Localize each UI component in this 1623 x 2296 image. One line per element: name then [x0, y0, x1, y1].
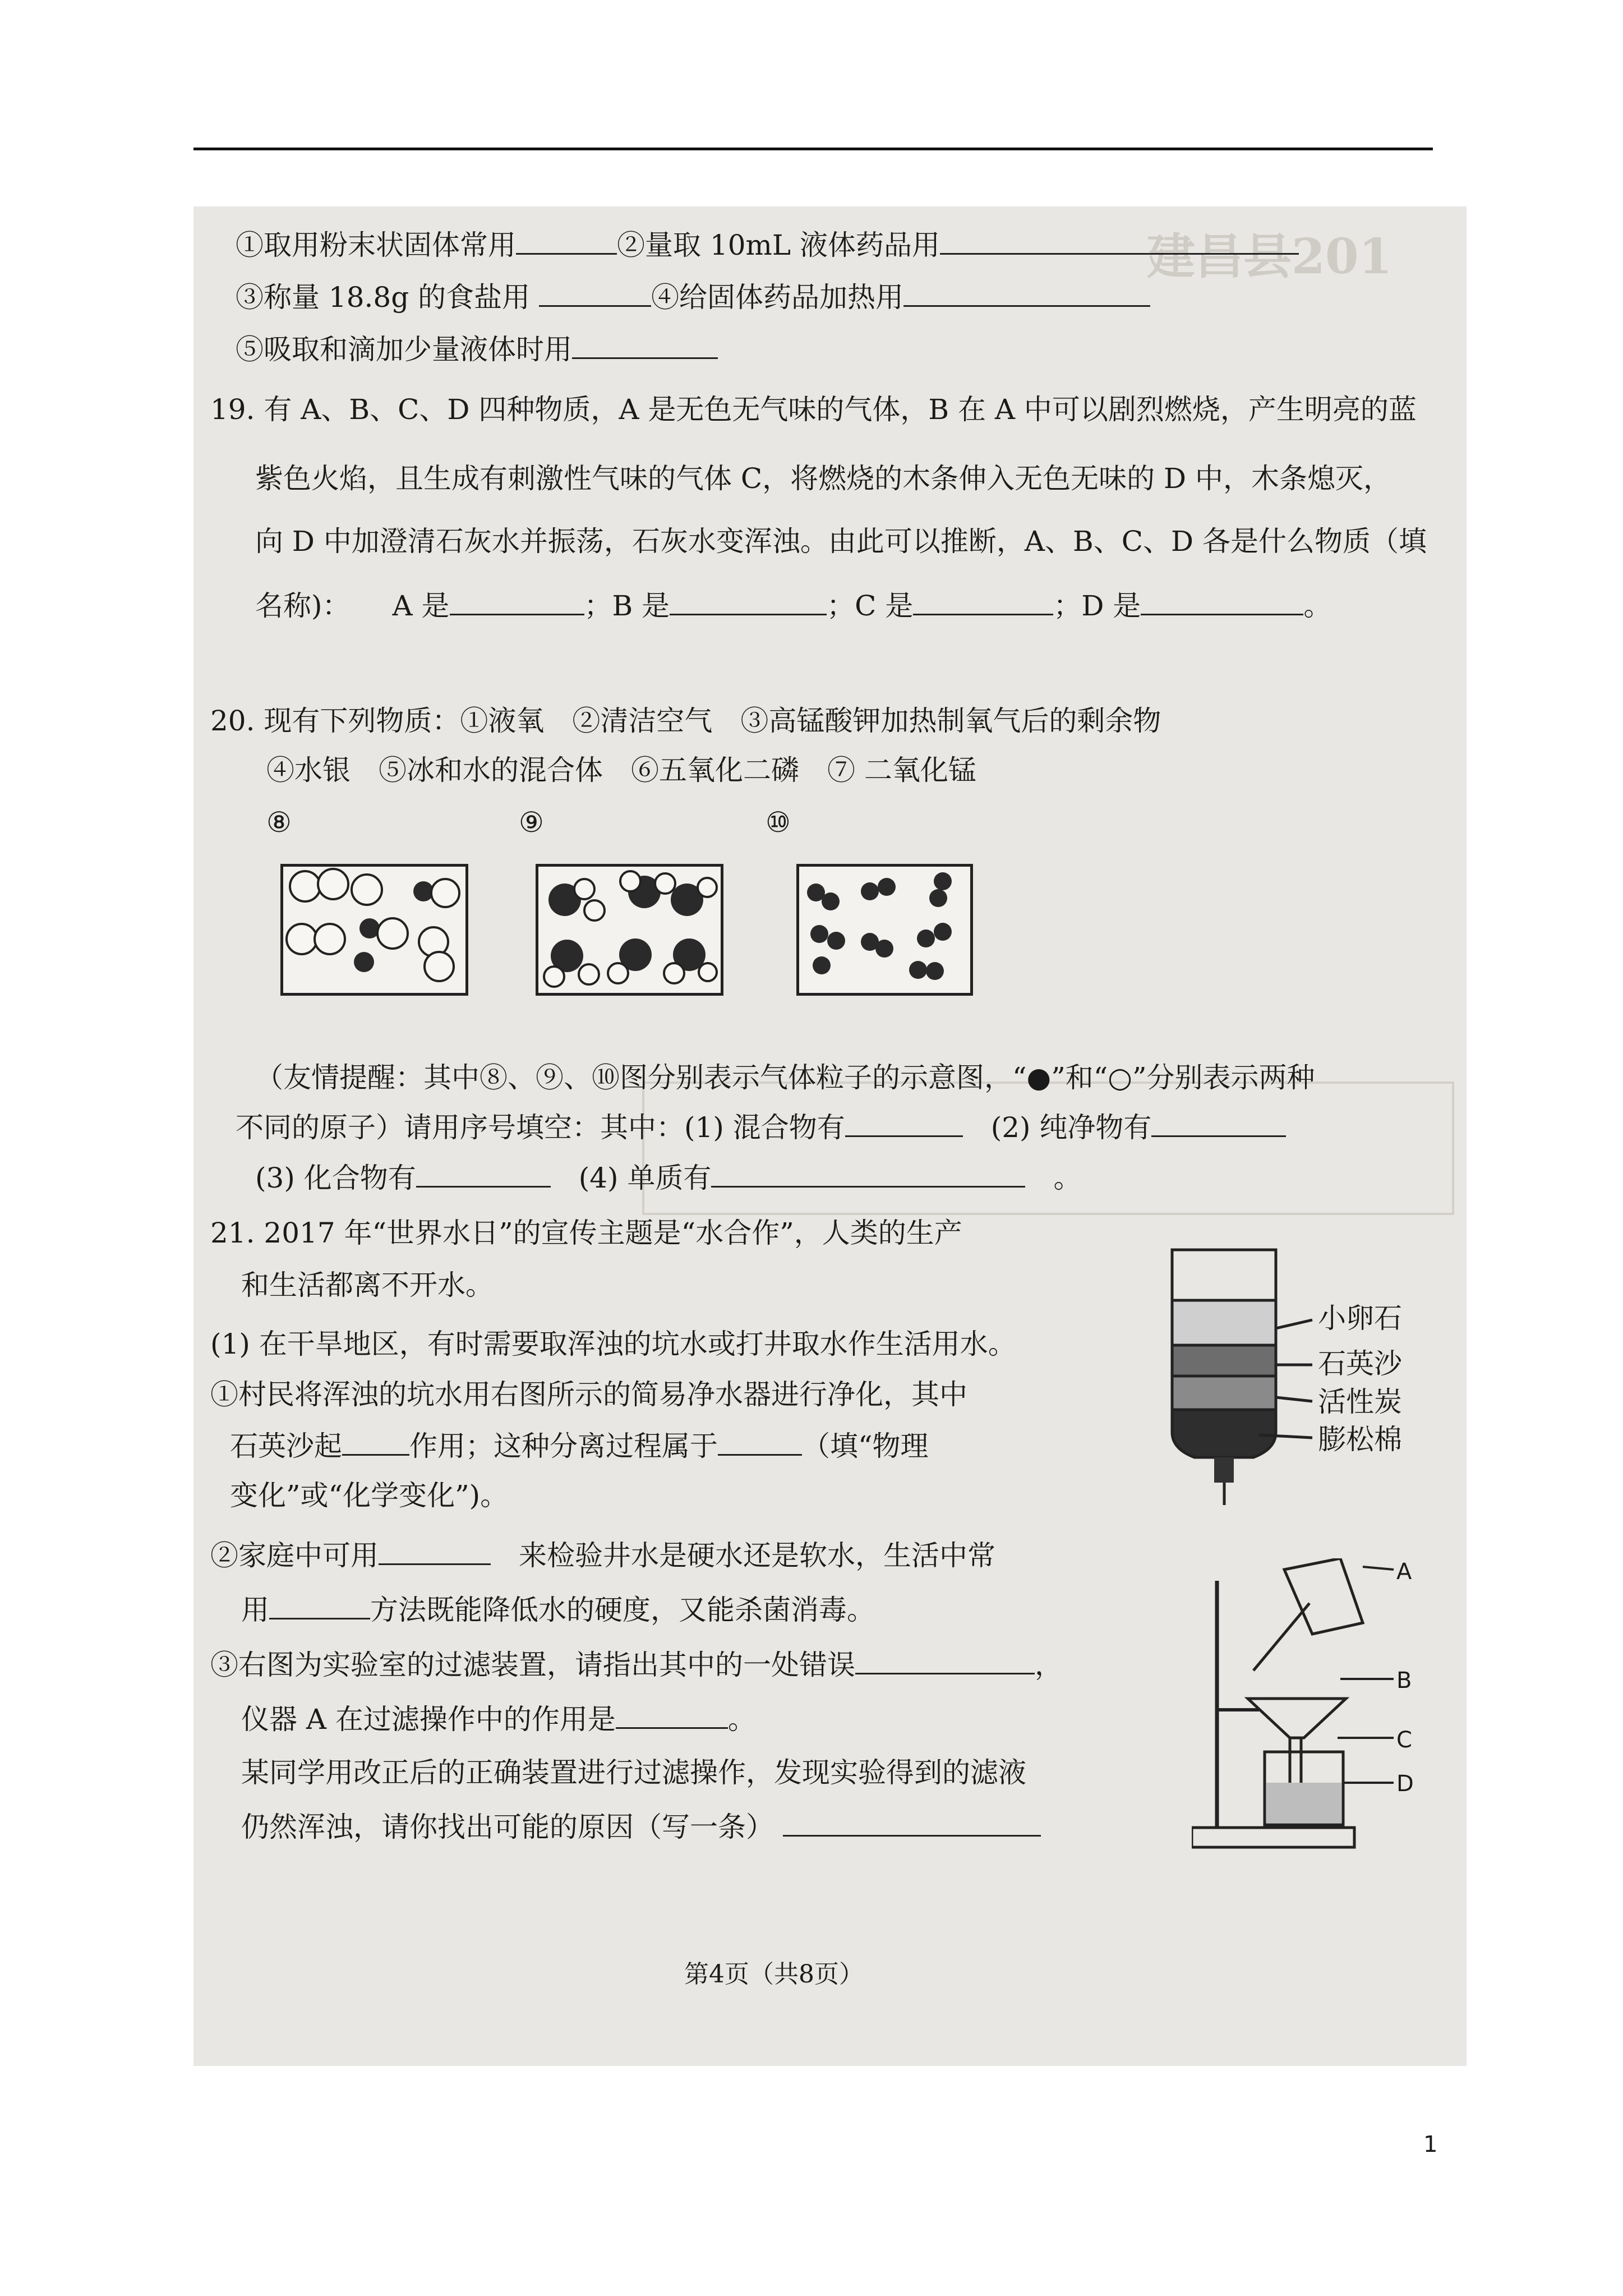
white-atom — [313, 923, 346, 955]
quartz-sand-label: 石英沙 — [1318, 1347, 1402, 1380]
q21-line8: 用 方法既能降低水的硬度，又能杀菌消毒。 — [241, 1592, 875, 1627]
particle-diagram-9 — [536, 864, 723, 996]
white-atom — [317, 868, 349, 900]
q18-line3: ⑤吸取和滴加少量液体时用 — [236, 332, 718, 366]
q20-hint-line3: (3) 化合物有 (4) 单质有 。 — [255, 1160, 1081, 1195]
cotton-layer — [1172, 1410, 1276, 1457]
page-footer: 第4页（共8页） — [684, 1960, 864, 1989]
answer-blank[interactable] — [670, 588, 827, 615]
q21-line11: 某同学用改正后的正确装置进行过滤操作，发现实验得到的滤液 — [241, 1756, 1026, 1789]
pebble-layer — [1172, 1300, 1276, 1345]
q19-line4: 名称)： A 是 ；B 是 ；C 是 ；D 是 。 — [255, 588, 1331, 623]
white-atom — [351, 873, 383, 906]
q21-line12: 仍然浑浊，请你找出可能的原因（写一条） — [241, 1809, 1041, 1844]
black-atom — [810, 925, 828, 943]
q21-line2: 和生活都离不开水。 — [241, 1269, 494, 1301]
black-atom — [917, 930, 935, 947]
q21-line5: 石英沙起 作用；这种分离过程属于 （填“物理 — [230, 1428, 929, 1463]
black-atom — [875, 940, 893, 958]
answer-blank[interactable] — [342, 1428, 409, 1456]
black-atom — [934, 923, 952, 941]
label-b: B — [1396, 1668, 1412, 1694]
activated-carbon-layer — [1172, 1376, 1276, 1410]
q21-line3: (1) 在干旱地区，有时需要取浑浊的坑水或打井取水作生活用水。 — [210, 1328, 1016, 1360]
header-rule — [193, 148, 1433, 150]
bleed-through-header: 建昌县201 — [1147, 228, 1393, 285]
answer-blank[interactable] — [516, 227, 617, 255]
answer-blank[interactable] — [539, 279, 651, 307]
white-atom — [663, 962, 685, 984]
q20-hint-line1: （友情提醒：其中⑧、⑨、⑩图分别表示气体粒子的示意图，“●”和“○”分别表示两种 — [255, 1061, 1315, 1094]
particle-diagram-8 — [280, 864, 468, 996]
answer-blank[interactable] — [379, 1538, 491, 1565]
q21-line4: ①村民将浑浊的坑水用右图所示的简易净水器进行净化，其中 — [210, 1378, 967, 1411]
answer-blank[interactable] — [1151, 1110, 1286, 1137]
answer-blank[interactable] — [845, 1110, 963, 1137]
black-atom — [929, 889, 947, 907]
white-atom — [543, 965, 565, 988]
filtration-apparatus-diagram — [1192, 1558, 1427, 1861]
q21-line6: 变化”或“化学变化”)。 — [230, 1479, 509, 1512]
q21-line10: 仪器 A 在过滤操作中的作用是 。 — [241, 1701, 756, 1736]
q21-line1: 21. 2017 年“世界水日”的宣传主题是“水合作”，人类的生产 — [210, 1217, 962, 1249]
fig9-label: ⑨ — [519, 806, 544, 839]
white-atom — [583, 899, 606, 922]
black-atom — [934, 872, 952, 890]
quartz-sand-layer — [1172, 1345, 1276, 1376]
white-atom — [573, 878, 596, 900]
answer-blank[interactable] — [572, 332, 718, 359]
black-atom — [926, 962, 944, 980]
page-number: 1 — [1423, 2132, 1438, 2157]
answer-blank[interactable] — [940, 227, 1299, 255]
q19-line3: 向 D 中加澄清石灰水并振荡，石灰水变浑浊。由此可以推断，A、B、C、D 各是什么物质（填 — [255, 525, 1427, 558]
cotton-label: 膨松棉 — [1318, 1423, 1402, 1456]
white-atom — [607, 962, 629, 984]
filtrate — [1266, 1783, 1341, 1823]
answer-blank[interactable] — [616, 1701, 728, 1729]
label-c: C — [1396, 1727, 1412, 1753]
answer-blank[interactable] — [783, 1809, 1041, 1837]
white-atom — [376, 917, 409, 950]
answer-blank[interactable] — [855, 1647, 1035, 1674]
white-atom — [423, 951, 455, 982]
black-atom — [354, 952, 374, 972]
black-atom — [861, 882, 879, 900]
q20-line1: 20. 现有下列物质：①液氧 ②清洁空气 ③高锰酸钾加热制氧气后的剩余物 — [210, 705, 1161, 737]
answer-blank[interactable] — [269, 1592, 370, 1619]
q20-line2: ④水银 ⑤冰和水的混合体 ⑥五氧化二磷 ⑦ 二氧化锰 — [266, 754, 976, 786]
fig8-label: ⑧ — [266, 806, 292, 839]
white-atom — [698, 962, 718, 982]
activated-carbon-label: 活性炭 — [1318, 1386, 1402, 1418]
black-atom — [822, 892, 840, 910]
answer-blank[interactable] — [416, 1160, 551, 1188]
q19-line1: 19. 有 A、B、C、D 四种物质，A 是无色无气味的气体，B 在 A 中可以剧烈燃烧，产生明亮的蓝 — [210, 393, 1417, 426]
answer-blank[interactable] — [903, 279, 1150, 307]
pebble-label: 小卵石 — [1318, 1302, 1402, 1335]
black-atom — [909, 961, 927, 979]
white-atom — [619, 870, 642, 892]
outlet-spout — [1214, 1457, 1234, 1483]
q21-line9: ③右图为实验室的过滤装置，请指出其中的一处错误 ， — [210, 1647, 1063, 1682]
q20-hint-line2: 不同的原子）请用序号填空：其中：(1) 混合物有 (2) 纯净物有 — [236, 1110, 1286, 1144]
particle-diagram-10 — [796, 864, 973, 996]
black-atom — [813, 956, 831, 974]
answer-blank[interactable] — [913, 588, 1053, 615]
q18-line1: ①取用粉末状固体常用 ②量取 10mL 液体药品用 — [236, 227, 1299, 262]
fig10-label: ⑩ — [766, 806, 791, 839]
answer-blank[interactable] — [1141, 588, 1303, 615]
q19-line2: 紫色火焰，且生成有刺激性气味的气体 C，将燃烧的木条伸入无色无味的 D 中，木条熄灭， — [255, 462, 1392, 495]
scanned-exam-page — [193, 206, 1467, 2066]
answer-blank[interactable] — [450, 588, 584, 615]
black-atom — [878, 878, 896, 896]
label-a: A — [1396, 1559, 1412, 1585]
q21-line7: ②家庭中可用 来检验井水是硬水还是软水，生活中常 — [210, 1538, 995, 1572]
white-atom — [578, 963, 600, 986]
bleed-through-table — [642, 1082, 1454, 1215]
answer-blank[interactable] — [718, 1428, 802, 1456]
q18-line2: ③称量 18.8g 的食盐用 ④给固体药品加热用 — [236, 279, 1150, 314]
label-d: D — [1396, 1771, 1414, 1797]
white-atom — [697, 877, 718, 898]
answer-blank[interactable] — [711, 1160, 1025, 1188]
black-atom — [827, 932, 845, 950]
white-atom — [430, 878, 460, 908]
